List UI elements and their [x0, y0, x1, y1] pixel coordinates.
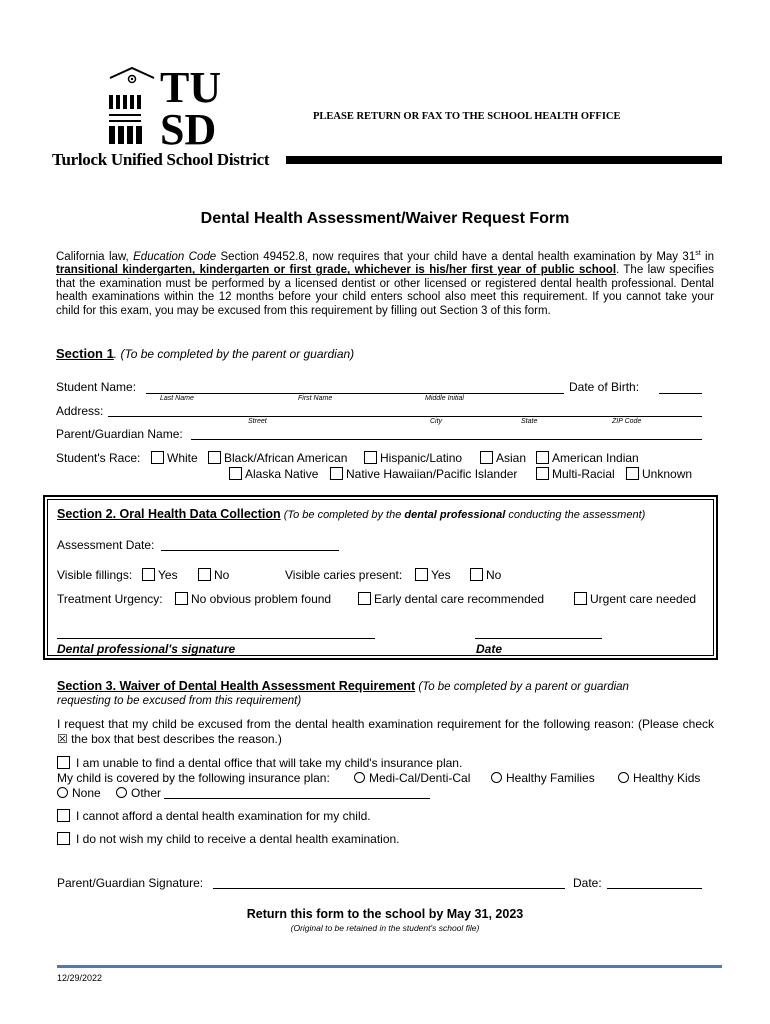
dental-signature-field[interactable] — [57, 638, 375, 639]
radio-button[interactable] — [116, 787, 127, 798]
race-option-pacific-islander[interactable]: Native Hawaiian/Pacific Islander — [330, 467, 517, 481]
insurance-none[interactable]: None — [57, 786, 101, 800]
zip-caption: ZIP Code — [612, 418, 642, 425]
checkbox[interactable] — [364, 451, 377, 464]
caries-no[interactable]: No — [470, 568, 501, 582]
insurance-other-field[interactable] — [164, 798, 430, 799]
student-name-field[interactable] — [146, 393, 564, 394]
race-option-unknown[interactable]: Unknown — [626, 467, 692, 481]
intro-paragraph: California law, Education Code Section 49452.8, now requires that your child have a dental health examination by May 31st in transitional kindergarten, kindergarten or first grade, whichever is his/her first year of public school. The law specifies that the examination must be performed by a licensed dentist or other licensed or registered dental health professional. Dental health examinations within the 12 months before your child enters school also meet this requirement. If you cannot take your child for this exam, you may be excused from this requirement by filling out Section 3 of this form. — [56, 250, 714, 317]
dental-signature-label: Dental professional's signature — [57, 642, 236, 656]
student-name-label: Student Name: — [56, 380, 137, 394]
logo-letters-top: TU — [160, 63, 222, 112]
district-logo — [52, 63, 282, 170]
reason-insurance[interactable]: I am unable to find a dental office that will take my child's insurance plan. — [57, 756, 462, 770]
race-option-hispanic[interactable]: Hispanic/Latino — [364, 451, 462, 465]
race-option-multi-racial[interactable]: Multi-Racial — [536, 467, 615, 481]
checkbox[interactable] — [470, 568, 483, 581]
address-field[interactable] — [108, 416, 702, 417]
guardian-date-field[interactable] — [607, 888, 702, 889]
checkbox[interactable] — [536, 467, 549, 480]
urgency-early-care[interactable]: Early dental care recommended — [358, 592, 544, 606]
dob-field[interactable] — [659, 393, 702, 394]
checkbox[interactable] — [57, 832, 70, 845]
radio-button[interactable] — [618, 772, 629, 783]
section3-subheading: requesting to be excused from this requirement) — [57, 695, 302, 707]
checkbox[interactable] — [415, 568, 428, 581]
checkbox[interactable] — [536, 451, 549, 464]
urgency-no-problem[interactable]: No obvious problem found — [175, 592, 331, 606]
page-title: Dental Health Assessment/Waiver Request Form — [200, 210, 570, 227]
radio-button[interactable] — [354, 772, 365, 783]
race-option-asian[interactable]: Asian — [480, 451, 526, 465]
checkbox[interactable] — [151, 451, 164, 464]
checkbox[interactable] — [626, 467, 639, 480]
reason-do-not-wish[interactable]: I do not wish my child to receive a dental health examination. — [57, 832, 400, 846]
checkbox[interactable] — [198, 568, 211, 581]
school-building-icon — [104, 66, 160, 146]
section3-heading: Section 3. Waiver of Dental Health Assessment Requirement (To be completed by a parent or guardian — [57, 679, 629, 693]
middle-initial-caption: Middle Initial — [425, 395, 464, 402]
assessment-date-label: Assessment Date: — [57, 538, 155, 552]
insurance-label: My child is covered by the following insurance plan: — [57, 771, 330, 785]
footer-rule — [57, 965, 722, 968]
guardian-name-field[interactable] — [191, 439, 702, 440]
address-label: Address: — [56, 404, 104, 418]
urgency-urgent[interactable]: Urgent care needed — [574, 592, 696, 606]
race-label: Student's Race: — [56, 451, 141, 465]
race-option-white[interactable]: White — [151, 451, 198, 465]
urgency-label: Treatment Urgency: — [57, 592, 163, 606]
guardian-date-label: Date: — [573, 876, 602, 890]
checkbox[interactable] — [208, 451, 221, 464]
street-caption: Street — [248, 418, 267, 425]
insurance-other[interactable]: Other — [116, 786, 161, 800]
state-caption: State — [521, 418, 538, 425]
city-caption: City — [430, 418, 443, 425]
retain-note: (Original to be retained in the student's school file) — [290, 923, 480, 933]
fillings-no[interactable]: No — [198, 568, 229, 582]
guardian-signature-label: Parent/Guardian Signature: — [57, 876, 204, 890]
district-name: Turlock Unified School District — [52, 150, 270, 169]
dob-label: Date of Birth: — [569, 380, 640, 394]
guardian-signature-field[interactable] — [213, 888, 565, 889]
race-option-american-indian[interactable]: American Indian — [536, 451, 639, 465]
caries-label: Visible caries present: — [285, 568, 403, 582]
checkbox[interactable] — [57, 756, 70, 769]
checkbox[interactable] — [330, 467, 343, 480]
revision-date: 12/29/2022 — [57, 973, 103, 983]
checkbox[interactable] — [175, 592, 188, 605]
insurance-medi-cal[interactable]: Medi-Cal/Denti-Cal — [354, 771, 470, 785]
logo-letters-bottom: SD — [160, 105, 217, 154]
guardian-name-label: Parent/Guardian Name: — [56, 427, 183, 441]
checkbox[interactable] — [574, 592, 587, 605]
header-rule — [286, 156, 722, 164]
checkbox[interactable] — [229, 467, 242, 480]
radio-button[interactable] — [491, 772, 502, 783]
checkbox[interactable] — [57, 809, 70, 822]
dental-date-field[interactable] — [475, 638, 602, 639]
waiver-request-text: I request that my child be excused from the dental health examination requirement for the following reason: (Please check ☒ the box that best describes the reason.) — [57, 717, 714, 746]
caries-yes[interactable]: Yes — [415, 568, 451, 582]
checkbox[interactable] — [142, 568, 155, 581]
fillings-yes[interactable]: Yes — [142, 568, 178, 582]
assessment-date-field[interactable] — [161, 550, 339, 551]
race-option-black[interactable]: Black/African American — [208, 451, 347, 465]
return-deadline: Return this form to the school by May 31, 2023 — [246, 907, 524, 921]
reason-cannot-afford[interactable]: I cannot afford a dental health examination for my child. — [57, 809, 371, 823]
race-option-alaska-native[interactable]: Alaska Native — [229, 467, 318, 481]
first-name-caption: First Name — [298, 395, 333, 402]
section2-heading: Section 2. Oral Health Data Collection (To be completed by the dental professional conducting the assessment) — [57, 507, 646, 521]
radio-button[interactable] — [57, 787, 68, 798]
checkbox[interactable] — [480, 451, 493, 464]
last-name-caption: Last Name — [160, 395, 194, 402]
section1-heading: Section 1. (To be completed by the parent or guardian) — [56, 346, 355, 361]
checkbox[interactable] — [358, 592, 371, 605]
dental-date-label: Date — [476, 642, 503, 656]
insurance-healthy-kids[interactable]: Healthy Kids — [618, 771, 700, 785]
insurance-healthy-families[interactable]: Healthy Families — [491, 771, 595, 785]
fillings-label: Visible fillings: — [57, 568, 133, 582]
return-notice: PLEASE RETURN OR FAX TO THE SCHOOL HEALTH OFFICE — [313, 111, 621, 122]
